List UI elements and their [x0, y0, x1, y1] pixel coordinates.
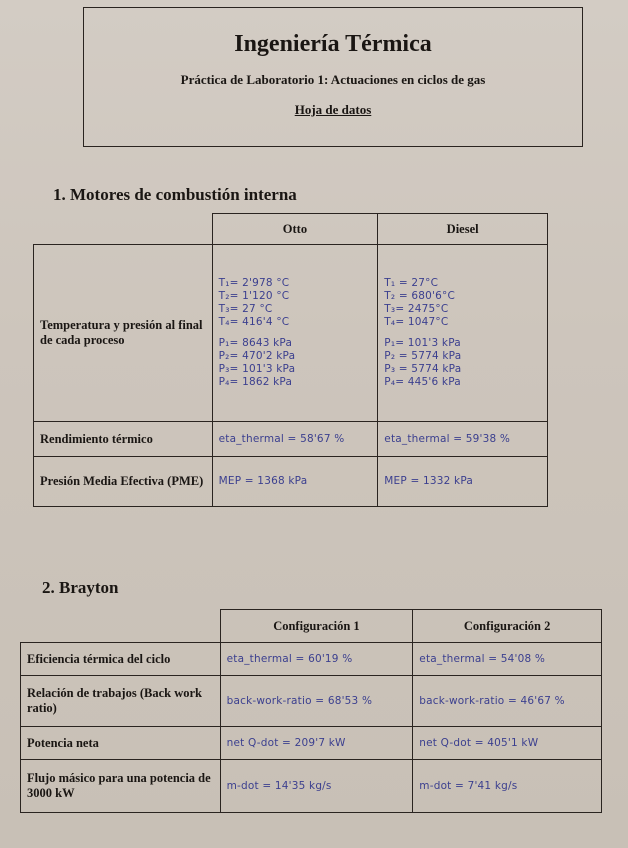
- config-1-mass-flow-cell: m-dot = 14'35 kg/s: [220, 760, 413, 813]
- diesel-t2: T₂ = 680'6°C: [384, 290, 455, 302]
- diesel-p2: P₂ = 5774 kPa: [384, 350, 462, 362]
- row-label-temperature-pressure: Temperatura y presión al final de cada proceso: [34, 245, 213, 422]
- header-box: [83, 7, 583, 147]
- row-label-thermal-efficiency: Rendimiento térmico: [34, 422, 213, 457]
- document-title: Ingeniería Térmica: [234, 31, 432, 57]
- empty-corner-cell: [21, 610, 221, 643]
- config-2-back-work-cell: back-work-ratio = 46'67 %: [413, 676, 602, 727]
- otto-efficiency-cell: eta_thermal = 58'67 %: [212, 422, 378, 457]
- section-2-title: 2. Brayton: [42, 578, 119, 597]
- config-1-efficiency-cell: eta_thermal = 60'19 %: [220, 643, 413, 676]
- otto-t4: T₄= 416'4 °C: [218, 316, 290, 328]
- otto-p4: P₄= 1862 kPa: [218, 376, 293, 388]
- diesel-mep-cell: MEP = 1332 kPa: [378, 457, 548, 507]
- config-1-net-power-cell: net Q-dot = 209'7 kW: [220, 727, 413, 760]
- diesel-temperature-pressure-cell: [378, 245, 548, 422]
- otto-p1: P₁= 8643 kPa: [218, 337, 293, 349]
- diesel-efficiency-cell: eta_thermal = 59'38 %: [378, 422, 548, 457]
- diesel-t1: T₁ = 27°C: [384, 277, 439, 289]
- diesel-p4: P₄= 445'6 kPa: [384, 376, 461, 388]
- column-header-config-2: Configuración 2: [413, 610, 602, 643]
- config-2-efficiency-cell: eta_thermal = 54'08 %: [413, 643, 602, 676]
- otto-temperature-pressure-cell: [212, 245, 378, 422]
- config-2-mass-flow-cell: m-dot = 7'41 kg/s: [413, 760, 602, 813]
- otto-mep-cell: MEP = 1368 kPa: [212, 457, 378, 507]
- brayton-table: [20, 609, 602, 813]
- row-label-net-power: Potencia neta: [21, 727, 221, 760]
- diesel-t4: T₄= 1047°C: [384, 316, 449, 328]
- otto-t3: T₃= 27 °C: [218, 303, 273, 315]
- row-label-mass-flow: Flujo másico para una potencia de 3000 kW: [21, 760, 221, 813]
- column-header-config-1: Configuración 1: [220, 610, 413, 643]
- column-header-diesel: Diesel: [378, 214, 548, 245]
- otto-p3: P₃= 101'3 kPa: [218, 363, 296, 375]
- document-subtitle: Práctica de Laboratorio 1: Actuaciones en ciclos de gas: [180, 72, 486, 87]
- row-label-mean-effective-pressure: Presión Media Efectiva (PME): [34, 457, 213, 507]
- config-2-net-power-cell: net Q-dot = 405'1 kW: [413, 727, 602, 760]
- otto-p2: P₂= 470'2 kPa: [218, 350, 296, 362]
- config-1-back-work-cell: back-work-ratio = 68'53 %: [220, 676, 413, 727]
- otto-t1: T₁= 2'978 °C: [218, 277, 290, 289]
- combustion-engines-table: [33, 213, 548, 507]
- row-label-cycle-efficiency: Eficiencia térmica del ciclo: [21, 643, 221, 676]
- diesel-t3: T₃= 2475°C: [384, 303, 449, 315]
- otto-t2: T₂= 1'120 °C: [218, 290, 290, 302]
- column-header-otto: Otto: [212, 214, 378, 245]
- row-label-back-work-ratio: Relación de trabajos (Back work ratio): [21, 676, 221, 727]
- section-1-title: 1. Motores de combustión interna: [53, 185, 297, 204]
- diesel-p3: P₃ = 5774 kPa: [384, 363, 462, 375]
- sheet-heading: Hoja de datos: [294, 102, 372, 117]
- diesel-p1: P₁= 101'3 kPa: [384, 337, 461, 349]
- empty-corner-cell: [34, 214, 213, 245]
